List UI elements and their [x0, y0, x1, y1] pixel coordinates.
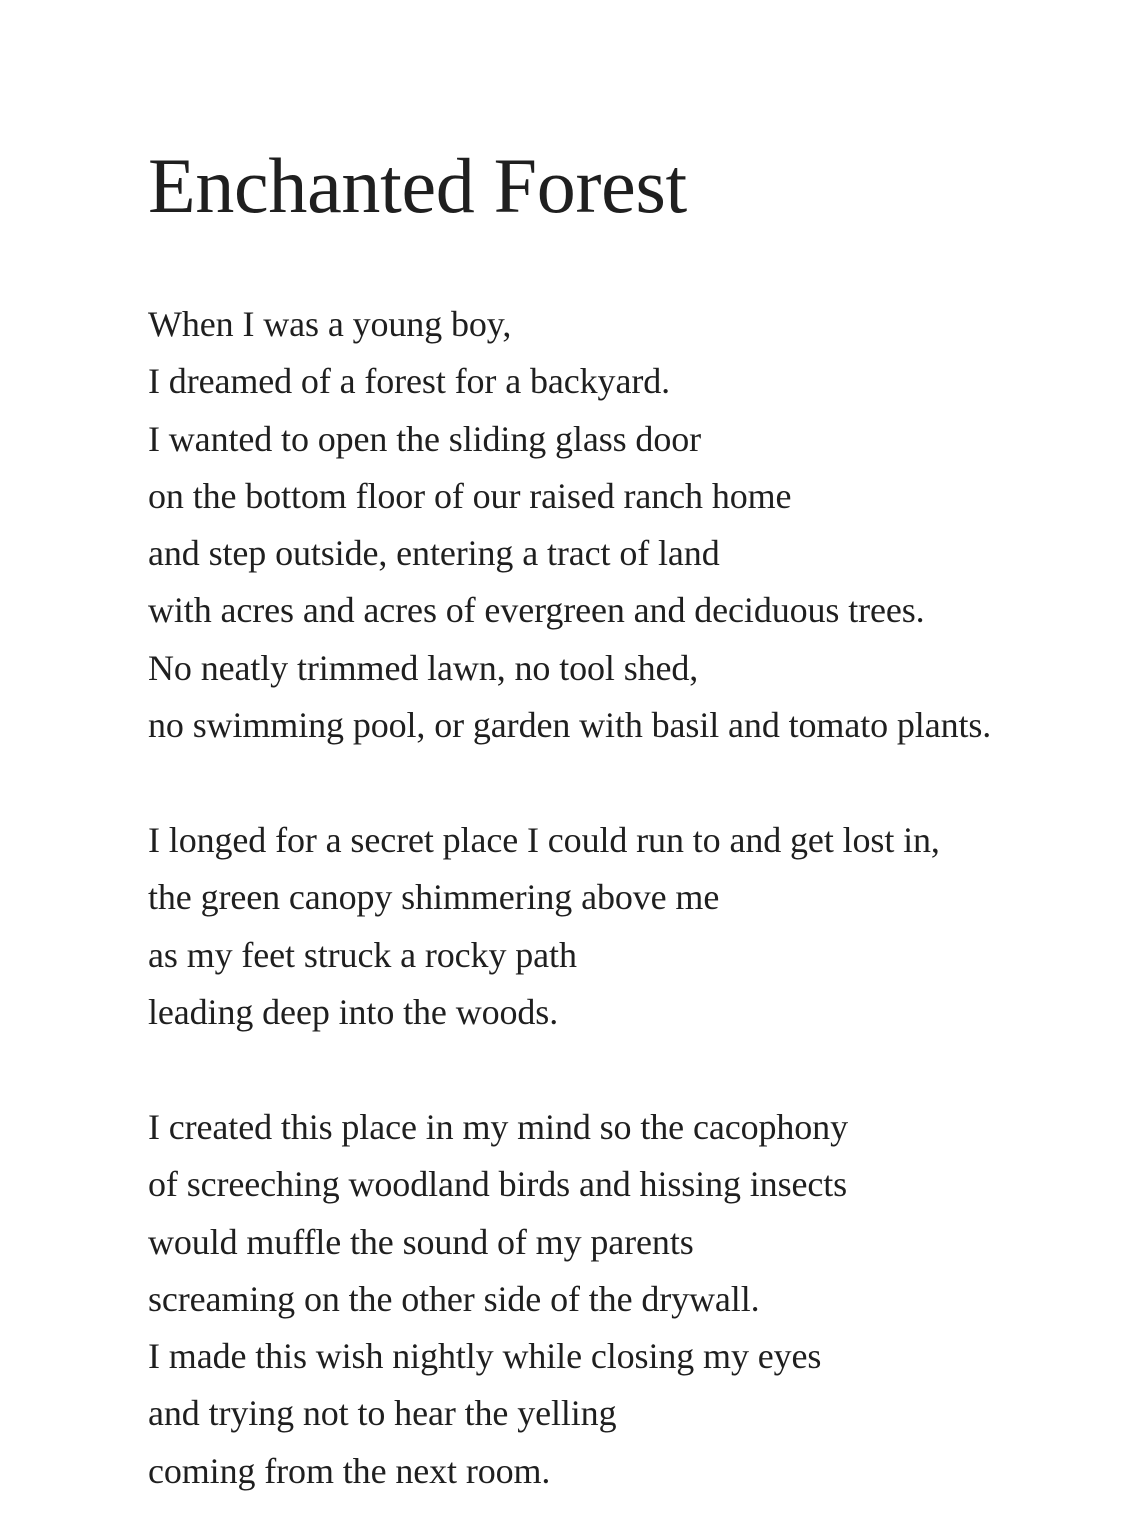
poem-line: of screeching woodland birds and hissing insects: [148, 1164, 848, 1205]
stanza-1: [148, 296, 991, 754]
poem-line: I longed for a secret place I could run to and get lost in,: [148, 820, 940, 860]
poem-line: the green canopy shimmering above me: [148, 877, 720, 918]
poem-line: screaming on the other side of the drywall.: [148, 1278, 760, 1319]
poem-line: would muffle the sound of my parents: [148, 1221, 694, 1262]
poem-line: as my feet struck a rocky path: [148, 934, 577, 975]
poem-line: I created this place in my mind so the cacophony: [148, 1107, 848, 1147]
poem-line: and step outside, entering a tract of land: [148, 533, 720, 574]
poem-line: I made this wish nightly while closing my eyes: [148, 1336, 822, 1377]
poem-line: No neatly trimmed lawn, no tool shed,: [148, 647, 699, 688]
poem-line: and trying not to hear the yelling: [148, 1393, 617, 1434]
poem-line: no swimming pool, or garden with basil and tomato plants.: [148, 705, 992, 746]
poem-line: leading deep into the woods.: [148, 991, 559, 1032]
poem-line: When I was a young boy,: [148, 304, 512, 344]
poem-line: on the bottom floor of our raised ranch home: [148, 475, 792, 516]
stanza-3: [148, 1099, 848, 1500]
poem-line: I dreamed of a forest for a backyard.: [148, 361, 671, 402]
poem-line: coming from the next room.: [148, 1450, 551, 1491]
poem-title: Enchanted Forest: [148, 142, 687, 229]
stanza-2: [148, 812, 940, 1041]
poem-line: with acres and acres of evergreen and deciduous trees.: [148, 590, 925, 631]
poem-line: I wanted to open the sliding glass door: [148, 418, 702, 459]
